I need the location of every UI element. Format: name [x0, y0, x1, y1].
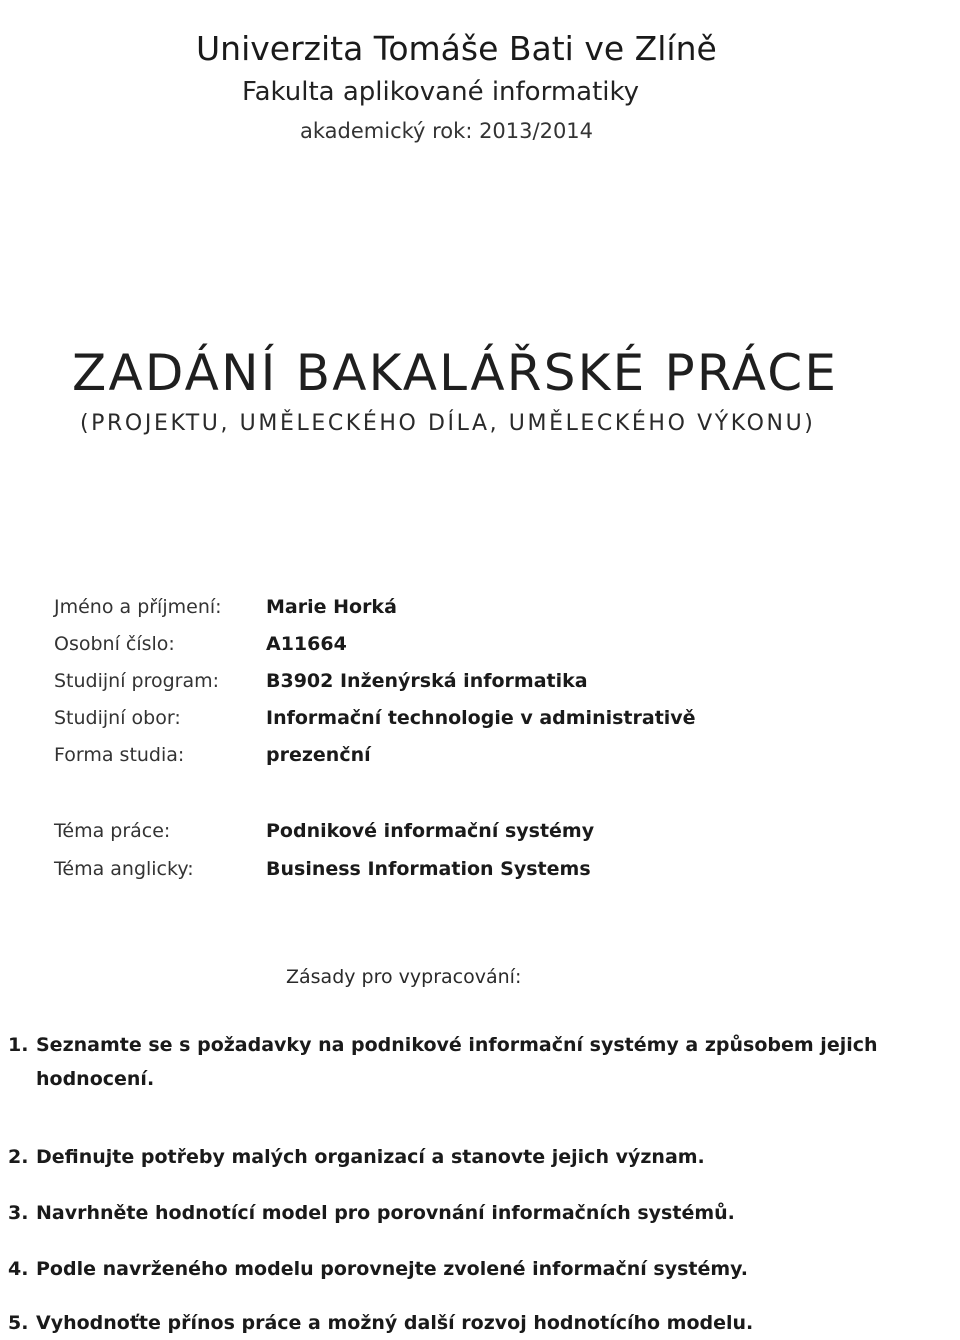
study-form-row	[54, 736, 696, 773]
rule-text: Podle navrženého modelu porovnejte zvolené informační systémy.	[36, 1258, 749, 1280]
topic-value: Podnikové informační systémy	[266, 820, 595, 842]
rules-heading: Zásady pro vypracování:	[286, 966, 522, 988]
document-header	[196, 26, 896, 150]
study-field-row	[54, 699, 696, 736]
rule-item	[0, 1252, 960, 1286]
topic-english-row	[54, 850, 594, 888]
document-title: ZADÁNÍ BAKALÁŘSKÉ PRÁCE	[72, 344, 839, 402]
rule-item	[0, 1028, 960, 1096]
rule-text: Navrhněte hodnotící model pro porovnání informačních systémů.	[36, 1202, 735, 1224]
rule-number: 4.	[8, 1258, 29, 1280]
student-name-row	[54, 588, 696, 625]
thesis-topic	[54, 812, 594, 888]
rule-item	[0, 1306, 960, 1340]
student-id-label: Osobní číslo:	[54, 632, 175, 655]
rule-number: 5.	[8, 1312, 29, 1334]
student-name-value: Marie Horká	[266, 595, 397, 618]
student-id-row	[54, 625, 696, 662]
rule-item	[0, 1196, 960, 1230]
rule-item	[0, 1140, 960, 1174]
faculty-name: Fakulta aplikované informatiky	[242, 77, 640, 107]
study-program-row	[54, 662, 696, 699]
student-info	[54, 588, 696, 773]
university-name: Univerzita Tomáše Bati ve Zlíně	[196, 29, 717, 68]
document-subtitle: (PROJEKTU, UMĚLECKÉHO DÍLA, UMĚLECKÉHO VÝKONU)	[80, 411, 816, 436]
topic-english-label: Téma anglicky:	[54, 858, 194, 880]
study-program-label: Studijní program:	[54, 669, 220, 692]
rule-text: Vyhodnoťte přínos práce a možný další rozvoj hodnotícího modelu.	[36, 1312, 754, 1334]
student-name-label: Jméno a příjmení:	[54, 595, 222, 618]
topic-label: Téma práce:	[54, 820, 171, 842]
study-program-value: B3902 Inženýrská informatika	[266, 669, 588, 692]
rule-text: Definujte potřeby malých organizací a stanovte jejich význam.	[36, 1146, 705, 1168]
rule-text: Seznamte se s požadavky na podnikové informační systémy a způsobem jejich hodnocení.	[36, 1034, 878, 1090]
academic-year: akademický rok: 2013/2014	[300, 119, 594, 143]
topic-row	[54, 812, 594, 850]
study-form-value: prezenční	[266, 743, 371, 766]
study-form-label: Forma studia:	[54, 743, 185, 766]
study-field-value: Informační technologie v administrativě	[266, 706, 696, 729]
study-field-label: Studijní obor:	[54, 706, 181, 729]
rule-number: 2.	[8, 1146, 29, 1168]
rule-number: 1.	[8, 1034, 29, 1056]
student-id-value: A11664	[266, 632, 347, 655]
rule-number: 3.	[8, 1202, 29, 1224]
topic-english-value: Business Information Systems	[266, 858, 591, 880]
